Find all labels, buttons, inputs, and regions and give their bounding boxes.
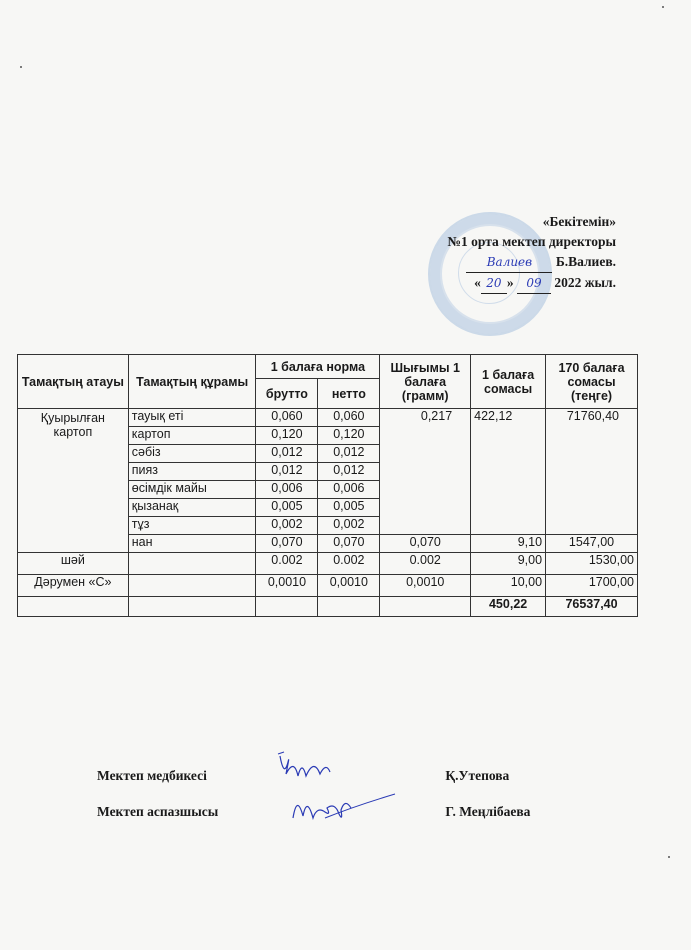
total-row [18, 597, 638, 617]
ingredient-name: тауық еті [128, 409, 256, 427]
vitamin-net: 0,0010 [318, 575, 380, 597]
menu-table [17, 354, 638, 617]
ingredient-name: нан [128, 535, 256, 553]
cook-name: Г. Меңлібаева [445, 804, 531, 819]
ingredient-net: 0,012 [318, 445, 380, 463]
vitamin-name: Дәрумен «С» [18, 575, 129, 597]
ingredient-gross: 0,005 [256, 499, 318, 517]
vitamin-gross: 0,0010 [256, 575, 318, 597]
dish-cost-one: 422,12 [471, 409, 546, 535]
ingredient-net: 0,060 [318, 409, 380, 427]
approval-title: «Бекітемін» [542, 214, 616, 229]
ingredient-gross: 0,012 [256, 445, 318, 463]
dish-name-cell: Қуырылған картоп [18, 409, 129, 553]
date-day: 20 [481, 273, 507, 294]
ingredient-gross: 0,120 [256, 427, 318, 445]
approval-date: « 20 » 09 2022 жыл. [400, 273, 616, 294]
vitamin-output: 0,0010 [380, 575, 471, 597]
header-cost-one: 1 балаға сомасы [471, 355, 546, 409]
table-row [18, 409, 638, 427]
director-position: №1 орта мектеп директоры [447, 234, 616, 249]
tea-cost-one: 9,00 [471, 553, 546, 575]
vitamin-cost-170: 1700,00 [546, 575, 638, 597]
tea-net: 0.002 [318, 553, 380, 575]
ingredient-net: 0,070 [318, 535, 380, 553]
nurse-signature-scribble [270, 748, 350, 788]
dish-output: 0,217 [380, 409, 471, 535]
ingredient-gross: 0,012 [256, 463, 318, 481]
header-gross: брутто [256, 379, 318, 409]
ingredient-net: 0,002 [318, 517, 380, 535]
header-composition: Тамақтың құрамы [128, 355, 256, 409]
ingredient-name: қызанақ [128, 499, 256, 517]
director-signature: Валиев [466, 252, 552, 273]
cook-role: Мектеп аспазшысы [97, 804, 219, 819]
table-row [18, 553, 638, 575]
table-row [18, 575, 638, 597]
date-year: 2022 жыл. [554, 275, 616, 290]
total-cost-one: 450,22 [471, 597, 546, 617]
ingredient-name: сәбіз [128, 445, 256, 463]
nurse-role: Мектеп медбикесі [97, 768, 207, 783]
cook-signature-scribble [285, 788, 405, 828]
vitamin-cost-one: 10,00 [471, 575, 546, 597]
ingredient-net: 0,012 [318, 463, 380, 481]
tea-name: шәй [18, 553, 129, 575]
bread-cost-one: 9,10 [471, 535, 546, 553]
bread-output: 0,070 [380, 535, 471, 553]
dish-cost-170: 71760,40 [546, 409, 638, 535]
ingredient-gross: 0,070 [256, 535, 318, 553]
bread-cost-170: 1547,00 [546, 535, 638, 553]
ingredient-net: 0,006 [318, 481, 380, 499]
nurse-name: Қ.Утепова [445, 768, 510, 783]
header-dish-name: Тамақтың атауы [18, 355, 129, 409]
header-net: нетто [318, 379, 380, 409]
tea-gross: 0.002 [256, 553, 318, 575]
date-month: 09 [517, 273, 551, 294]
ingredient-gross: 0,060 [256, 409, 318, 427]
ingredient-name: пияз [128, 463, 256, 481]
tea-output: 0.002 [380, 553, 471, 575]
header-norm: 1 балаға норма [256, 355, 380, 379]
ingredient-name: тұз [128, 517, 256, 535]
approval-block [400, 212, 616, 294]
tea-cost-170: 1530,00 [546, 553, 638, 575]
ingredient-gross: 0,002 [256, 517, 318, 535]
ingredient-net: 0,005 [318, 499, 380, 517]
ingredient-gross: 0,006 [256, 481, 318, 499]
total-cost-170: 76537,40 [546, 597, 638, 617]
ingredient-net: 0,120 [318, 427, 380, 445]
header-output: Шығымы 1 балаға (грамм) [380, 355, 471, 409]
ingredient-name: өсімдік майы [128, 481, 256, 499]
director-name: Б.Валиев. [555, 254, 616, 269]
ingredient-name: картоп [128, 427, 256, 445]
header-cost-170: 170 балаға сомасы (теңге) [546, 355, 638, 409]
